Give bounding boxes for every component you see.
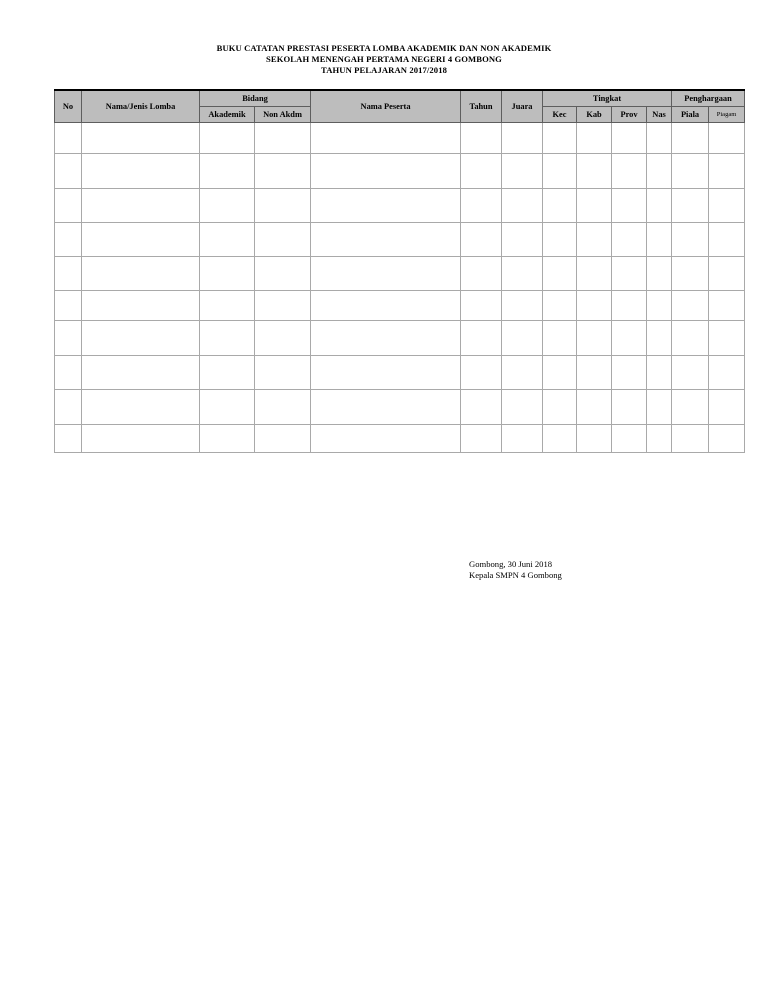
- table-cell: [577, 320, 612, 355]
- table-row: [55, 389, 745, 424]
- table-cell: [461, 223, 502, 257]
- table-cell: [577, 424, 612, 452]
- table-row: [55, 355, 745, 389]
- table-cell: [502, 154, 543, 189]
- table-cell: [577, 223, 612, 257]
- header-bidang: Bidang: [200, 90, 311, 107]
- table-row: [55, 424, 745, 452]
- table-cell: [709, 291, 745, 320]
- table-cell: [647, 189, 672, 223]
- table-cell: [543, 123, 577, 154]
- table-cell: [55, 355, 82, 389]
- table-cell: [709, 154, 745, 189]
- table-cell: [461, 154, 502, 189]
- table-cell: [502, 424, 543, 452]
- table-cell: [200, 320, 255, 355]
- header-kab: Kab: [577, 107, 612, 123]
- table-cell: [82, 291, 200, 320]
- table-row: [55, 291, 745, 320]
- table-cell: [612, 123, 647, 154]
- table-cell: [82, 389, 200, 424]
- header-kec: Kec: [543, 107, 577, 123]
- table-body: [55, 123, 745, 453]
- table-cell: [311, 123, 461, 154]
- table-cell: [612, 355, 647, 389]
- table-cell: [461, 189, 502, 223]
- table-cell: [577, 154, 612, 189]
- table-cell: [612, 291, 647, 320]
- table-cell: [647, 291, 672, 320]
- table-cell: [255, 424, 311, 452]
- header-nas: Nas: [647, 107, 672, 123]
- table-cell: [55, 223, 82, 257]
- table-cell: [577, 291, 612, 320]
- table-cell: [255, 320, 311, 355]
- table-cell: [200, 257, 255, 291]
- header-nama-lomba: Nama/Jenis Lomba: [82, 90, 200, 123]
- table-cell: [672, 291, 709, 320]
- table-cell: [577, 257, 612, 291]
- table-row: [55, 189, 745, 223]
- table-cell: [311, 223, 461, 257]
- table-cell: [577, 189, 612, 223]
- table-cell: [55, 291, 82, 320]
- table-cell: [647, 257, 672, 291]
- table-cell: [311, 320, 461, 355]
- title-line-1: BUKU CATATAN PRESTASI PESERTA LOMBA AKADEMIK DAN NON AKADEMIK: [216, 43, 552, 53]
- table-cell: [543, 223, 577, 257]
- header-prov: Prov: [612, 107, 647, 123]
- table-cell: [543, 257, 577, 291]
- table-cell: [543, 320, 577, 355]
- table-cell: [461, 424, 502, 452]
- table-cell: [709, 223, 745, 257]
- table-row: [55, 223, 745, 257]
- table-cell: [709, 389, 745, 424]
- table-cell: [647, 424, 672, 452]
- table-cell: [461, 355, 502, 389]
- table-cell: [255, 154, 311, 189]
- table-cell: [311, 389, 461, 424]
- table-cell: [255, 389, 311, 424]
- table-cell: [55, 424, 82, 452]
- table-cell: [647, 223, 672, 257]
- table-cell: [543, 189, 577, 223]
- table-cell: [461, 320, 502, 355]
- table-cell: [612, 223, 647, 257]
- table-row: [55, 320, 745, 355]
- table-cell: [311, 291, 461, 320]
- table-cell: [647, 123, 672, 154]
- table-cell: [255, 223, 311, 257]
- table-cell: [200, 123, 255, 154]
- header-piagam: Piagam: [709, 107, 745, 123]
- table-cell: [255, 355, 311, 389]
- table-cell: [672, 320, 709, 355]
- header-penghargaan: Penghargaan: [672, 90, 745, 107]
- table-cell: [82, 223, 200, 257]
- table-cell: [502, 320, 543, 355]
- table-cell: [672, 189, 709, 223]
- title-line-2: SEKOLAH MENENGAH PERTAMA NEGERI 4 GOMBONG: [266, 54, 502, 64]
- header-nama-peserta: Nama Peserta: [311, 90, 461, 123]
- table-cell: [709, 424, 745, 452]
- table-cell: [502, 257, 543, 291]
- header-tahun: Tahun: [461, 90, 502, 123]
- table-cell: [502, 389, 543, 424]
- table-cell: [55, 154, 82, 189]
- header-no: No: [55, 90, 82, 123]
- table-cell: [311, 154, 461, 189]
- table-cell: [55, 123, 82, 154]
- table-cell: [255, 257, 311, 291]
- header-non-akademik: Non Akdm: [255, 107, 311, 123]
- table-cell: [255, 291, 311, 320]
- table-cell: [672, 389, 709, 424]
- table-cell: [255, 189, 311, 223]
- title-line-3: TAHUN PELAJARAN 2017/2018: [321, 65, 447, 75]
- table-cell: [200, 355, 255, 389]
- table-cell: [577, 355, 612, 389]
- table-cell: [311, 257, 461, 291]
- header-piala: Piala: [672, 107, 709, 123]
- table-cell: [543, 424, 577, 452]
- header-tingkat: Tingkat: [543, 90, 672, 107]
- table-cell: [502, 291, 543, 320]
- table-cell: [82, 123, 200, 154]
- table-cell: [672, 257, 709, 291]
- signature-position: Kepala SMPN 4 Gombong: [469, 570, 562, 580]
- table-cell: [55, 189, 82, 223]
- table-cell: [502, 355, 543, 389]
- table-cell: [82, 424, 200, 452]
- table-cell: [612, 389, 647, 424]
- table-cell: [200, 189, 255, 223]
- table-cell: [311, 355, 461, 389]
- table-row: [55, 257, 745, 291]
- table-cell: [577, 123, 612, 154]
- table-cell: [502, 189, 543, 223]
- table-cell: [82, 257, 200, 291]
- table-row: [55, 154, 745, 189]
- table-cell: [200, 223, 255, 257]
- table-cell: [709, 123, 745, 154]
- signature-block: [469, 559, 562, 581]
- table-cell: [461, 123, 502, 154]
- table-cell: [577, 389, 612, 424]
- table-cell: [82, 355, 200, 389]
- table-cell: [709, 355, 745, 389]
- achievement-table: [54, 89, 745, 453]
- table-cell: [200, 389, 255, 424]
- table-cell: [502, 223, 543, 257]
- table-cell: [55, 257, 82, 291]
- table-cell: [647, 355, 672, 389]
- table-cell: [311, 189, 461, 223]
- table-cell: [55, 389, 82, 424]
- table-cell: [647, 320, 672, 355]
- table-cell: [709, 320, 745, 355]
- table-cell: [461, 291, 502, 320]
- table-cell: [672, 123, 709, 154]
- table-cell: [543, 355, 577, 389]
- header-juara: Juara: [502, 90, 543, 123]
- table-cell: [502, 123, 543, 154]
- table-cell: [311, 424, 461, 452]
- table-row: [55, 123, 745, 154]
- table-cell: [647, 154, 672, 189]
- header-akademik: Akademik: [200, 107, 255, 123]
- table-cell: [672, 424, 709, 452]
- table-cell: [82, 189, 200, 223]
- table-cell: [82, 154, 200, 189]
- document-title: [0, 43, 768, 76]
- table-cell: [672, 154, 709, 189]
- table-cell: [543, 291, 577, 320]
- table-cell: [255, 123, 311, 154]
- table-cell: [82, 320, 200, 355]
- table-cell: [647, 389, 672, 424]
- table-cell: [612, 189, 647, 223]
- table-cell: [612, 424, 647, 452]
- signature-place-date: Gombong, 30 Juni 2018: [469, 559, 553, 569]
- table-cell: [543, 154, 577, 189]
- table-cell: [709, 257, 745, 291]
- table-cell: [200, 154, 255, 189]
- table-cell: [543, 389, 577, 424]
- table-cell: [200, 424, 255, 452]
- table-cell: [461, 389, 502, 424]
- table-cell: [672, 223, 709, 257]
- table-cell: [200, 291, 255, 320]
- table-cell: [612, 320, 647, 355]
- table-cell: [461, 257, 502, 291]
- table-cell: [55, 320, 82, 355]
- table-cell: [612, 154, 647, 189]
- table-cell: [672, 355, 709, 389]
- table-cell: [612, 257, 647, 291]
- table-cell: [709, 189, 745, 223]
